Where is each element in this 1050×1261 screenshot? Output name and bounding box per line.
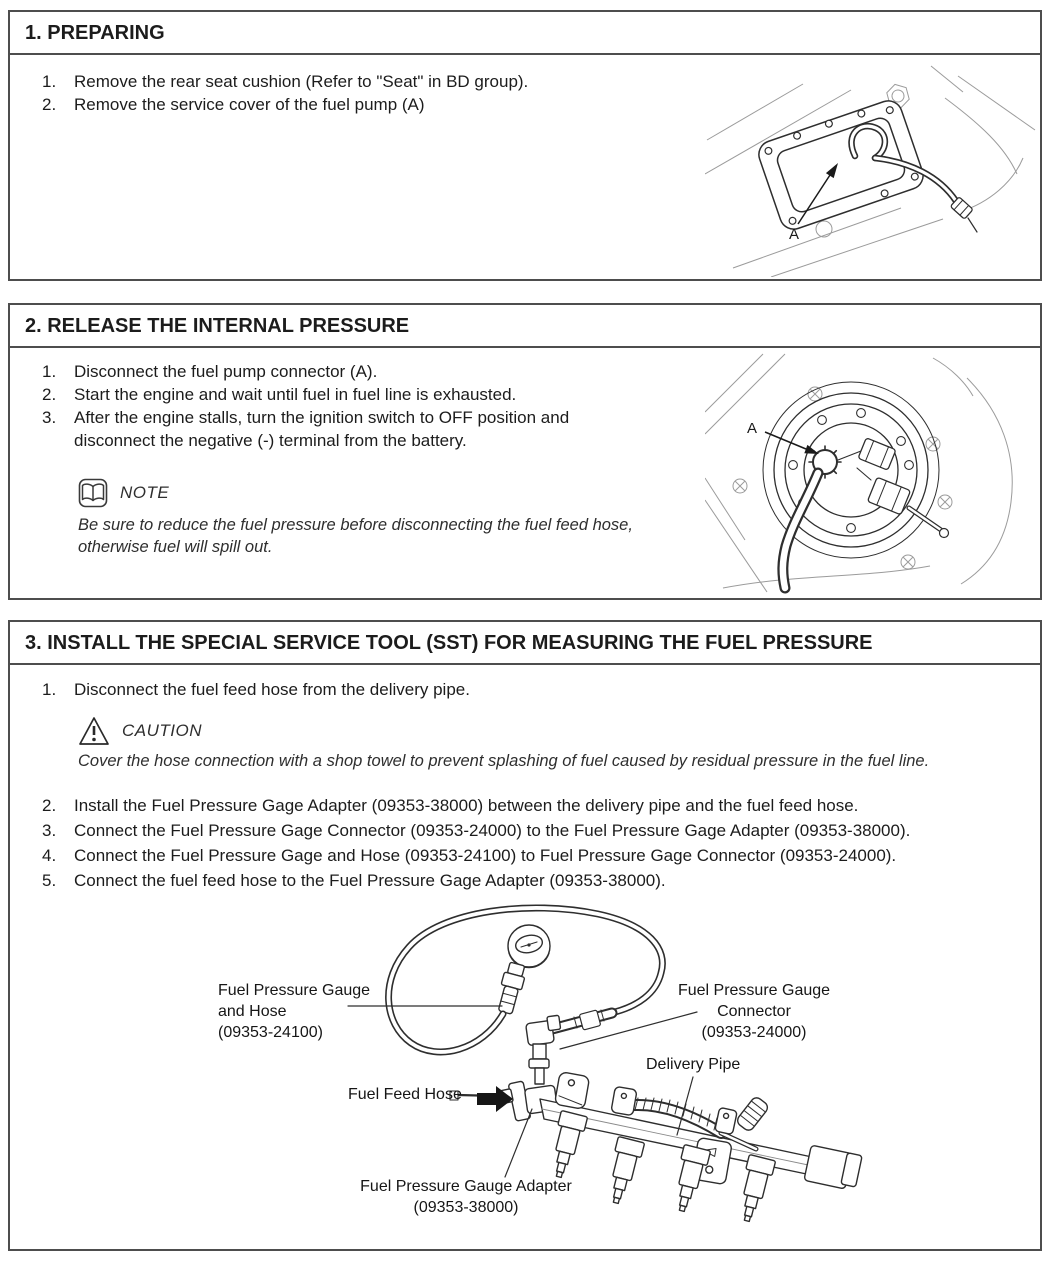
step-text: Start the engine and wait until fuel in fuel line is exhausted.	[74, 385, 517, 404]
step-number: 4.	[42, 846, 57, 865]
step-number: 1.	[42, 362, 57, 381]
label-line: Fuel Pressure Gauge	[677, 982, 831, 999]
section-2-title: 2. RELEASE THE INTERNAL PRESSURE	[10, 305, 1040, 348]
section-3-title: 3. INSTALL THE SPECIAL SERVICE TOOL (SST) FOR MEASURING THE FUEL PRESSURE	[10, 622, 1040, 665]
label-line: (09353-24000)	[701, 1024, 807, 1041]
step-item	[42, 818, 1040, 843]
step-item	[42, 843, 1040, 868]
label-delivery-pipe: Delivery Pipe	[646, 1056, 741, 1073]
caution-callout-header	[78, 716, 1040, 746]
section-release-pressure	[8, 303, 1042, 600]
section-3-steps-intro	[10, 678, 1040, 701]
service-cover-drawing	[705, 62, 1037, 277]
step-text: Install the Fuel Pressure Gage Adapter (09353-38000) between the delivery pipe and the fuel feed hose.	[74, 796, 859, 815]
step-text: Connect the fuel feed hose to the Fuel Pressure Gage Adapter (09353-38000).	[74, 871, 666, 890]
section-1-title: 1. PREPARING	[10, 12, 1040, 55]
note-label: NOTE	[120, 483, 170, 502]
label-fuel-pressure-gauge-connector	[655, 980, 853, 1043]
step-text: Connect the Fuel Pressure Gage Connector (09353-24000) to the Fuel Pressure Gage Adapter (09353-38000).	[74, 821, 911, 840]
callout-label: A	[747, 420, 758, 437]
note-text: Be sure to reduce the fuel pressure before disconnecting the fuel feed hose, otherwise fuel will spill out.	[78, 516, 633, 556]
caution-label: CAUTION	[122, 721, 202, 740]
fuel-pump-drawing	[705, 350, 1040, 598]
step-number: 3.	[42, 408, 57, 427]
step-item	[42, 793, 1040, 818]
step-text: After the engine stalls, turn the ignition switch to OFF position and disconnect the negative (-) terminal from the battery.	[74, 408, 570, 450]
figure-fuel-pump-connector	[705, 350, 1040, 598]
note-icon	[78, 478, 108, 508]
section-preparing	[8, 10, 1042, 281]
section-install-sst	[8, 620, 1042, 1251]
label-line: Fuel Pressure Gauge Adapter	[360, 1178, 572, 1195]
label-fuel-feed-hose: Fuel Feed Hose	[348, 1086, 462, 1103]
step-text: Disconnect the fuel feed hose from the delivery pipe.	[74, 680, 470, 699]
pressure-gauge	[508, 925, 550, 968]
label-line: and Hose	[218, 1003, 287, 1020]
gauge-connector	[525, 1015, 562, 1084]
flange-bolts	[789, 409, 914, 533]
step-number: 1.	[42, 680, 57, 699]
step-number: 2.	[42, 385, 57, 404]
step-text: Connect the Fuel Pressure Gage and Hose (09353-24100) to Fuel Pressure Gage Connector (09353-24000).	[74, 846, 897, 865]
section-3-steps-main	[10, 793, 1040, 893]
step-number: 2.	[42, 796, 57, 815]
callout-label: A	[789, 226, 800, 243]
caution-text: Cover the hose connection with a shop towel to prevent splashing of fuel caused by residual pressure in the fuel line.	[78, 752, 930, 770]
figure-sst-assembly	[200, 902, 900, 1247]
label-line: Connector	[717, 1003, 791, 1020]
caution-icon	[78, 716, 110, 746]
step-item	[42, 868, 1040, 893]
step-number: 2.	[42, 95, 57, 114]
step-item	[42, 678, 1040, 701]
step-number: 1.	[42, 72, 57, 91]
step-text: Remove the rear seat cushion (Refer to "Seat" in BD group).	[74, 72, 529, 91]
figure-callout-a	[747, 420, 819, 454]
step-number: 5.	[42, 871, 57, 890]
label-line: (09353-24100)	[218, 1024, 323, 1041]
label-line: (09353-38000)	[413, 1199, 519, 1216]
label-fuel-pressure-gauge-and-hose	[218, 980, 370, 1043]
step-text: Disconnect the fuel pump connector (A).	[74, 362, 378, 381]
gauge-stem	[494, 961, 527, 1015]
step-number: 3.	[42, 821, 57, 840]
step-text: Remove the service cover of the fuel pump (A)	[74, 95, 425, 114]
label-fuel-pressure-gauge-adapter	[340, 1176, 592, 1218]
figure-fuel-pump-service-cover	[705, 62, 1037, 277]
label-line: Fuel Pressure Gauge	[218, 982, 371, 999]
